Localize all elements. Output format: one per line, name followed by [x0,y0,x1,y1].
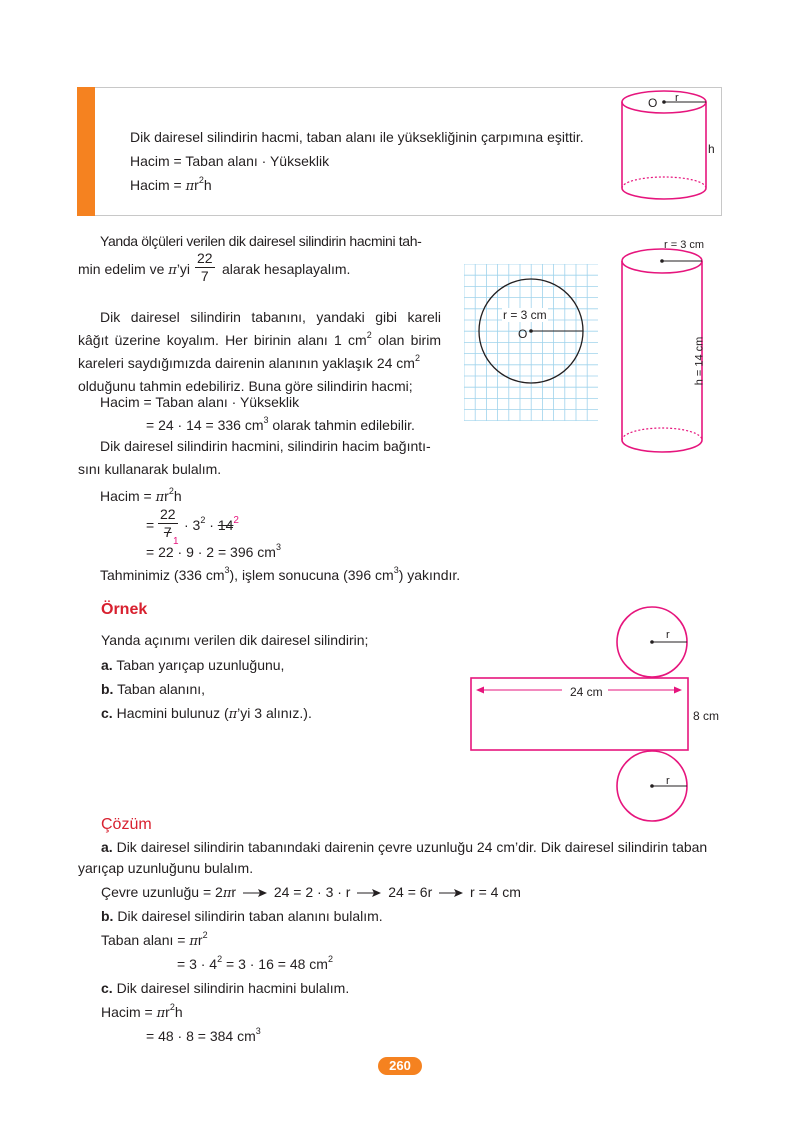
large-cylinder-bottom-front [622,440,702,452]
intro-p2-line-4: olduğunu tahmin edebiliriz. Buna göre silindirin hacmi; [78,378,413,394]
large-cylinder-radius-label: r = 3 cm [664,239,705,251]
example-item-b: b. Taban alanını, [101,681,206,697]
net-top-r-label: r [666,629,670,641]
grid-lines [464,264,598,421]
net-arrow-right [674,687,682,694]
calc-line-1: Hacim = $\pi r^2h$ [100,486,182,505]
example-heading: Örnek [101,601,148,618]
cancel-result-2: 2 [233,515,239,527]
small-cylinder-bottom-back [622,177,706,188]
example-item-c: c. Hacmini bulunuz (π’yi 3 alınız.). [101,705,312,722]
small-cylinder-h-label: h [708,142,715,156]
cylinder-net-figure [466,600,696,825]
calc-fraction: $\frac{22}{7}$ [160,506,176,540]
net-arrow-left [476,687,484,694]
intro-p2-line-1: Dik dairesel silindirin tabanını, yandaki gibi kareli [100,309,441,325]
example-text: Yanda açınımı verilen dik dairesel silindirin; [101,632,369,648]
intro-p3-line-2: sını kullanarak bulalım. [78,461,222,477]
circumference-line: Çevre uzunluğu = 2πr 24 = 2 · 3 · r 24 = 6r r = 4 cm [101,884,521,901]
implies-arrow-icon [438,888,464,898]
grid-radius-label: r = 3 cm [503,308,547,322]
grid-paper-figure [464,264,598,421]
large-cylinder-figure [615,240,730,460]
area-line-2: = $3 \cdot 4^2 = 3 \cdot 16 = 48$ $cm^2$ [177,954,333,972]
volume-line-1: Hacim = $\pi r^2h$ [101,1002,183,1021]
calc-line-2-eq: = [146,517,155,533]
small-cylinder-figure [610,88,722,214]
solution-heading: Çözüm [101,816,152,833]
estimate-eq-2: = 24 · 14 = 336 $cm^3$ olarak tahmin edilebilir. [146,415,415,433]
page-number: 260 [389,1058,411,1073]
intro-p2-line-3: kareleri saydığımızda dairenin alanının yaklaşık 24 $cm^2$ [78,353,420,371]
grid-center-label: O [518,327,528,341]
net-width-label: 24 cm [570,685,603,699]
intro-line-2a: min edelim ve π’yi [78,261,191,278]
solution-b: b. Dik dairesel silindirin taban alanını bulalım. [101,908,383,924]
example-item-a: a. Taban yarıçap uzunluğunu, [101,657,285,673]
large-cylinder-height-label: h = 14 cm [693,336,706,386]
cancelled-14: 14 [217,517,234,533]
volume-line-2: = 48 · 8 = 384 $cm^3$ [146,1026,261,1044]
intro-p2-line-2: kâğıt üzerine koyalım. Her birinin alanı 1 $cm^2$ olan birim [78,330,441,348]
intro-p3-line-1: Dik dairesel silindirin hacmini, silindirin hacim bağıntı- [100,438,431,454]
intro-line-1: Yanda ölçüleri verilen dik dairesel silindirin hacmini tah- [100,233,422,249]
solution-a-line-2: yarıçap uzunluğunu bulalım. [78,860,254,876]
net-height-label: 8 cm [693,709,720,723]
calc-line-2-rest: · $3^2 \cdot 14^2$ [184,515,239,533]
cancel-result-1: 1 [173,536,179,547]
small-cylinder-bottom-front [622,188,706,199]
implies-arrow-icon [242,888,268,898]
solution-a-line-1: a. Dik dairesel silindirin tabanındaki dairenin çevre uzunluğu 24 cm’dir. Dik dairesel silindirin taban [101,839,708,855]
small-cylinder-r-label: r [675,92,679,104]
cancelled-7: 7 [163,524,172,540]
implies-arrow-icon [356,888,382,898]
large-cylinder-bottom-back [622,428,702,440]
net-bottom-r-label: r [666,775,670,787]
definition-line-1: Dik dairesel silindirin hacmi, taban alanı ile yüksekliğinin çarpımına eşittir. [130,129,584,145]
pi-fraction: $\frac{22}{7}$ [197,250,213,284]
solution-c: c. Dik dairesel silindirin hacmini bulalım. [101,980,350,996]
estimate-eq-1: Hacim = Taban alanı · Yükseklik [100,394,300,410]
intro-line-2c: alarak hesaplayalım. [222,261,351,277]
definition-line-2: Hacim = Taban alanı · Yükseklik [130,153,330,169]
area-line-1: Taban alanı = $\pi r^2$ [101,930,208,949]
calc-line-3: = 22 · 9 · 2 = 396 $cm^3$ [146,542,281,560]
comparison-summary: Tahminimiz (336 $cm^3$), işlem sonucuna (396 $cm^3$) yakındır. [100,565,461,583]
definition-formula: Hacim = $\pi r^2h$ [130,175,212,194]
definition-box-accent [77,87,95,216]
small-cylinder-o-label: O [648,96,658,110]
